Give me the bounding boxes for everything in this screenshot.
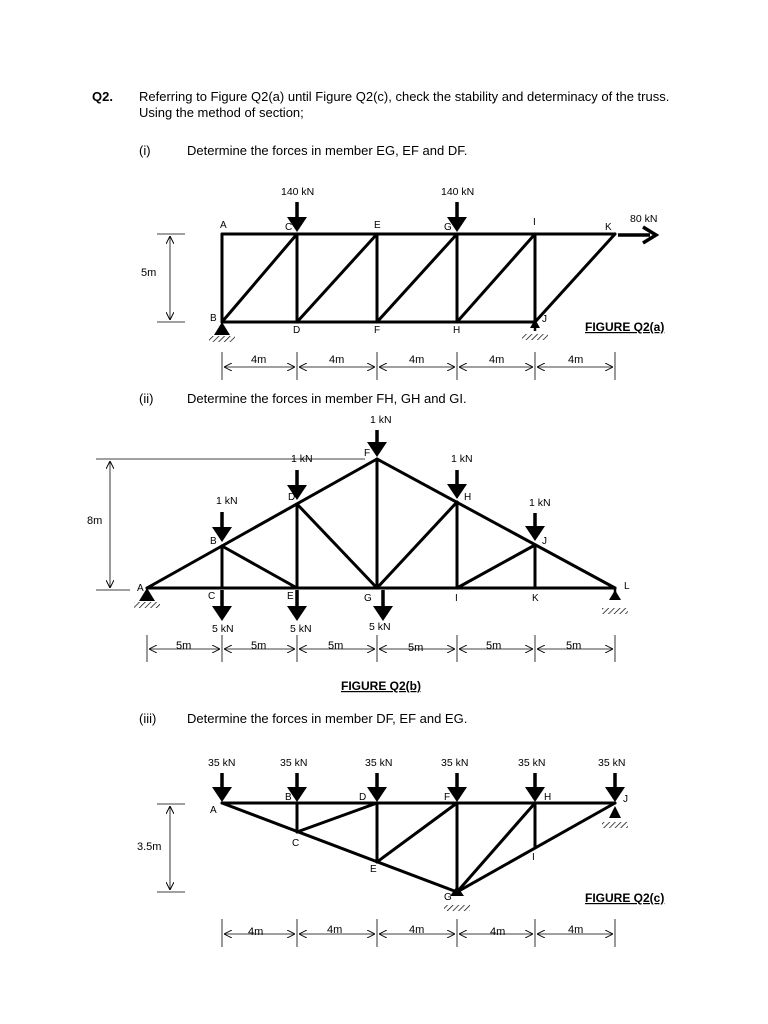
figure-q2c [137, 757, 664, 947]
fig-a-node-h: H [453, 325, 461, 336]
figure-q2a [141, 186, 664, 380]
fig-a-height-label: 5m [141, 267, 157, 279]
fig-a-span-5: 4m [568, 354, 584, 366]
fig-c-span-1: 4m [248, 926, 264, 938]
fig-c-node-h: H [544, 792, 552, 803]
fig-b-span-6: 5m [566, 640, 582, 652]
fig-c-caption: FIGURE Q2(c) [585, 891, 665, 905]
fig-c-load-d: 35 kN [365, 757, 393, 769]
fig-a-node-k: K [605, 222, 612, 233]
fig-c-node-e: E [370, 864, 377, 875]
fig-a-node-i: I [533, 217, 536, 228]
fig-a-pin-support-b [209, 322, 235, 342]
fig-b-load-f: 1 kN [370, 414, 392, 426]
fig-a-caption: FIGURE Q2(a) [585, 320, 665, 334]
fig-a-node-d: D [293, 325, 301, 336]
question-number: Q2. [92, 89, 113, 104]
fig-a-span-3: 4m [409, 354, 425, 366]
fig-c-node-j: J [623, 794, 628, 805]
fig-b-node-b: B [210, 536, 217, 547]
fig-b-node-a: A [137, 583, 144, 594]
fig-b-load-d: 1 kN [291, 453, 313, 465]
question-intro: Referring to Figure Q2(a) until Figure Q2(c), check the stability and determinacy of the truss. Using the method of section; [139, 89, 670, 120]
part-iii-label: (iii) [139, 711, 157, 726]
fig-c-load-b: 35 kN [280, 757, 308, 769]
part-iii-text: Determine the forces in member DF, EF and EG. [187, 711, 468, 726]
fig-b-span-3: 5m [328, 640, 344, 652]
fig-a-node-b: B [210, 313, 217, 324]
fig-a-span-4: 4m [489, 354, 505, 366]
fig-b-load-arrow-g [373, 590, 393, 621]
part-ii-text: Determine the forces in member FH, GH and GI. [187, 391, 467, 406]
fig-c-members [222, 803, 615, 892]
fig-c-load-a: 35 kN [208, 757, 236, 769]
fig-b-load-j: 1 kN [529, 497, 551, 509]
fig-a-load-k: 80 kN [630, 213, 658, 225]
fig-c-node-g: G [444, 892, 452, 903]
fig-c-height-label: 3.5m [137, 841, 162, 853]
fig-b-node-f: F [364, 448, 371, 459]
fig-b-node-i: I [455, 593, 458, 604]
fig-a-height-dimension [157, 234, 185, 322]
fig-c-span-2: 4m [327, 924, 343, 936]
fig-b-node-j: J [542, 536, 547, 547]
fig-c-load-arrow-j [605, 773, 625, 802]
fig-a-load-arrow-k [618, 227, 656, 243]
fig-c-span-5: 4m [568, 924, 584, 936]
fig-a-span-2: 4m [329, 354, 345, 366]
fig-a-node-a: A [220, 220, 227, 231]
fig-b-span-1: 5m [176, 640, 192, 652]
fig-b-node-g: G [364, 593, 372, 604]
fig-c-load-arrow-a [212, 773, 232, 802]
fig-a-node-f: F [374, 325, 381, 336]
fig-a-span-1: 4m [251, 354, 267, 366]
fig-a-load-c: 140 kN [281, 186, 315, 198]
fig-c-load-f: 35 kN [441, 757, 469, 769]
part-ii-label: (ii) [139, 391, 154, 406]
fig-c-node-a: A [210, 805, 217, 816]
fig-b-height-label: 8m [87, 515, 103, 527]
fig-c-node-d: D [359, 792, 367, 803]
fig-a-node-e: E [374, 220, 381, 231]
fig-a-node-c: C [285, 222, 293, 233]
fig-b-height-dimension [96, 459, 365, 590]
fig-c-span-3: 4m [409, 924, 425, 936]
fig-b-caption: FIGURE Q2(b) [341, 679, 421, 693]
fig-b-load-e: 5 kN [290, 623, 312, 635]
fig-c-node-c: C [292, 838, 300, 849]
fig-b-node-d: D [288, 492, 296, 503]
fig-c-node-i: I [532, 852, 535, 863]
fig-b-load-h: 1 kN [451, 453, 473, 465]
fig-b-span-dimensions [147, 635, 615, 662]
fig-c-load-j: 35 kN [598, 757, 626, 769]
fig-a-load-g: 140 kN [441, 186, 475, 198]
fig-b-node-c: C [208, 591, 216, 602]
fig-b-node-l: L [624, 581, 630, 592]
fig-b-load-b: 1 kN [216, 495, 238, 507]
fig-b-node-h: H [464, 492, 472, 503]
fig-c-node-f: F [444, 792, 451, 803]
fig-b-members [147, 459, 615, 588]
fig-b-node-k: K [532, 593, 539, 604]
fig-a-node-j: J [542, 314, 547, 325]
fig-b-node-e: E [287, 591, 294, 602]
fig-b-load-c: 5 kN [212, 623, 234, 635]
fig-b-load-g: 5 kN [369, 621, 391, 633]
fig-c-span-4: 4m [490, 926, 506, 938]
fig-c-node-b: B [285, 792, 292, 803]
part-i-text: Determine the forces in member EG, EF and DF. [187, 143, 468, 158]
fig-a-members [222, 234, 615, 322]
fig-c-load-arrow-h [525, 773, 545, 802]
fig-c-load-h: 35 kN [518, 757, 546, 769]
part-i-label: (i) [139, 143, 151, 158]
fig-b-span-4: 5m [408, 642, 424, 654]
fig-c-load-arrow-d [367, 773, 387, 802]
fig-a-node-g: G [444, 222, 452, 233]
fig-b-span-5: 5m [486, 640, 502, 652]
figure-q2b [87, 414, 630, 693]
fig-b-span-2: 5m [251, 640, 267, 652]
